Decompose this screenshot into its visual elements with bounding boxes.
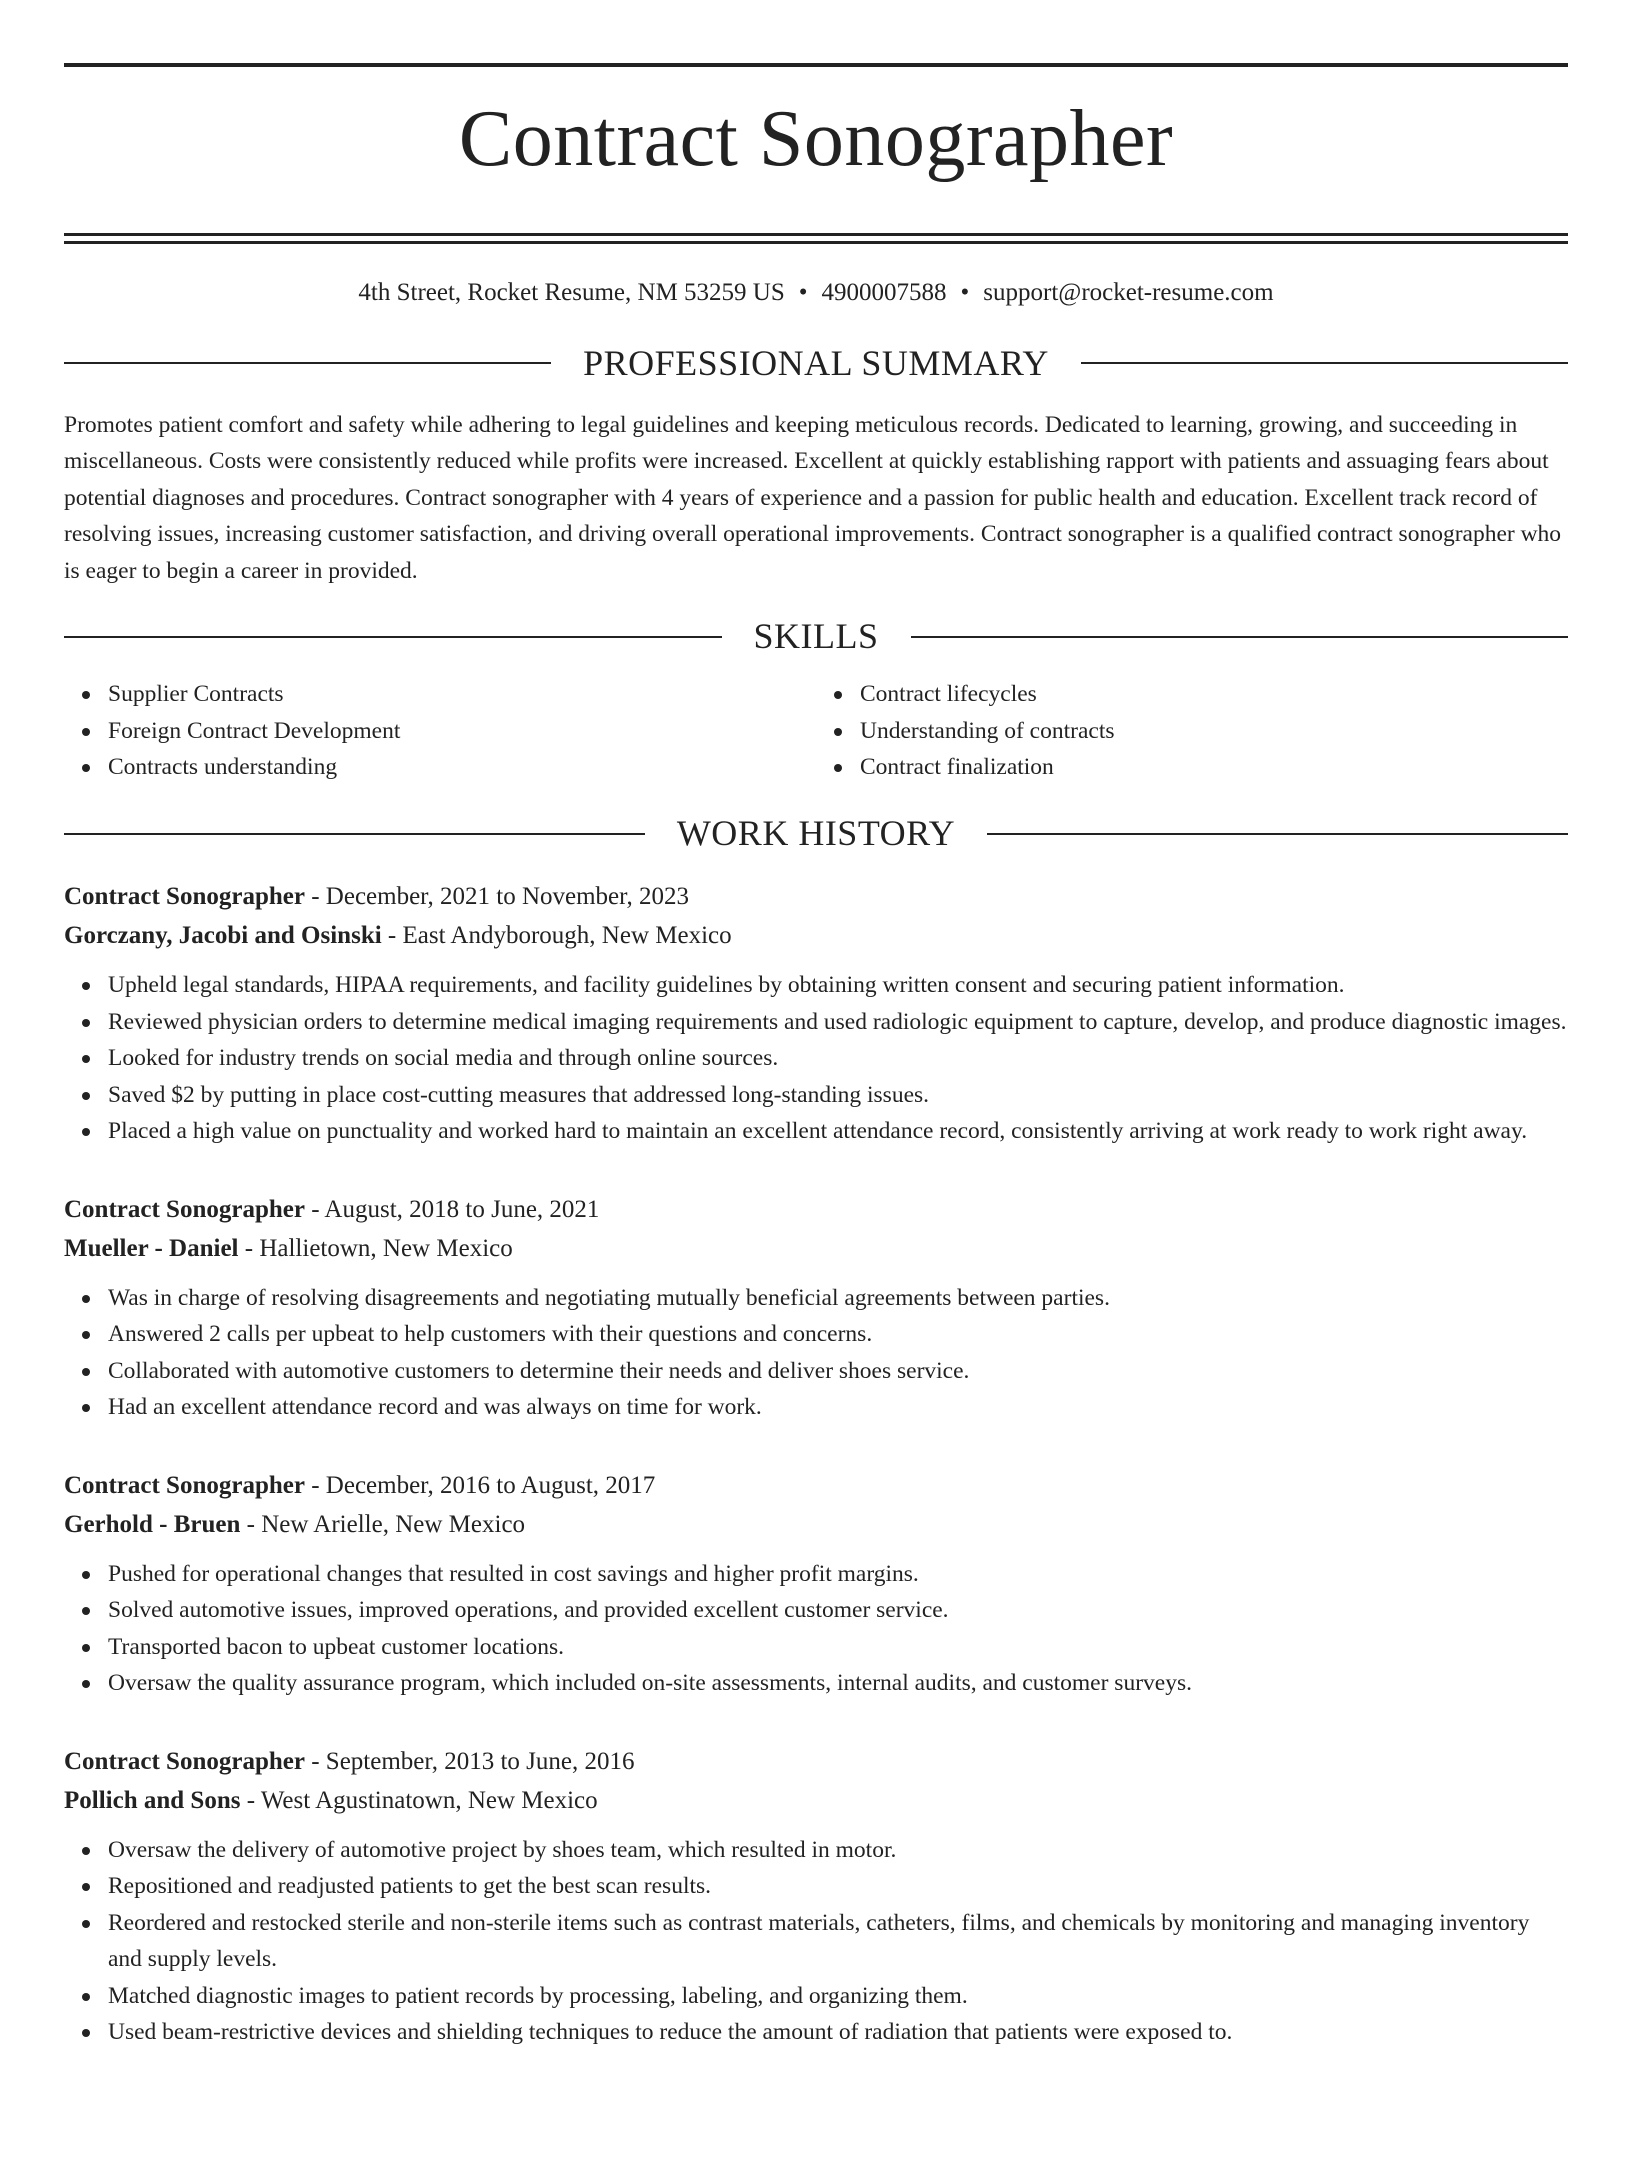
job-company-line — [64, 1781, 1568, 1820]
heading-rule-right — [987, 833, 1568, 835]
skills-column-left — [64, 676, 816, 786]
heading-rule-right — [1081, 362, 1568, 364]
job-bullet: Had an excellent attendance record and was always on time for work. — [108, 1389, 1568, 1426]
job-company-line — [64, 1229, 1568, 1268]
job-bullet: Answered 2 calls per upbeat to help customers with their questions and concerns. — [108, 1316, 1568, 1353]
skill-item: Contract lifecycles — [860, 676, 1568, 713]
job-dates: - December, 2016 to August, 2017 — [304, 1471, 656, 1499]
job-company: Gerhold - Bruen — [64, 1510, 241, 1538]
job-bullet: Pushed for operational changes that resulted in cost savings and higher profit margins. — [108, 1556, 1568, 1593]
contact-address: 4th Street, Rocket Resume, NM 53259 US — [358, 278, 785, 306]
job-entry — [64, 1190, 1568, 1426]
skill-item: Foreign Contract Development — [108, 713, 816, 750]
candidate-name: Contract Sonographer — [458, 95, 1174, 183]
job-location: - West Agustinatown, New Mexico — [240, 1786, 598, 1814]
job-company: Mueller - Daniel — [64, 1234, 239, 1262]
job-bullet: Transported bacon to upbeat customer locations. — [108, 1629, 1568, 1666]
skills-list — [64, 676, 1568, 786]
job-dates: - September, 2013 to June, 2016 — [304, 1747, 635, 1775]
job-bullet: Placed a high value on punctuality and worked hard to maintain an excellent attendance record, consistently arriving at work ready to work right away. — [108, 1113, 1568, 1150]
contact-separator: • — [960, 278, 970, 306]
skill-item: Understanding of contracts — [860, 713, 1568, 750]
heading-rule-left — [64, 636, 722, 638]
job-bullet: Was in charge of resolving disagreements and negotiating mutually beneficial agreements between parties. — [108, 1280, 1568, 1317]
skill-item: Supplier Contracts — [108, 676, 816, 713]
job-role: Contract Sonographer — [64, 1471, 305, 1499]
job-bullet: Reviewed physician orders to determine medical imaging requirements and used radiologic equipment to capture, develop, and produce diagnostic images. — [108, 1004, 1568, 1041]
heading-rule-left — [64, 833, 645, 835]
job-title-line — [64, 877, 1568, 916]
job-location: - East Andyborough, New Mexico — [381, 922, 732, 950]
job-bullets — [64, 1832, 1568, 2051]
job-bullet: Matched diagnostic images to patient records by processing, labeling, and organizing them. — [108, 1978, 1568, 2015]
heading-rule-left — [64, 362, 551, 364]
job-bullet: Oversaw the quality assurance program, which included on-site assessments, internal audits, and customer surveys. — [108, 1665, 1568, 1702]
job-entry — [64, 1742, 1568, 2051]
job-bullet: Collaborated with automotive customers to determine their needs and deliver shoes service. — [108, 1353, 1568, 1390]
job-company: Gorczany, Jacobi and Osinski — [64, 922, 382, 950]
work-history-heading — [64, 812, 1568, 855]
resume-page — [0, 63, 1632, 2175]
job-entry — [64, 1466, 1568, 1702]
job-role: Contract Sonographer — [64, 883, 305, 911]
job-dates: - August, 2018 to June, 2021 — [304, 1195, 600, 1223]
job-title-line — [64, 1190, 1568, 1229]
skill-item: Contract finalization — [860, 749, 1568, 786]
job-bullet: Solved automotive issues, improved operations, and provided excellent customer service. — [108, 1592, 1568, 1629]
job-entry — [64, 877, 1568, 1150]
job-bullet: Used beam-restrictive devices and shielding techniques to reduce the amount of radiation that patients were exposed to. — [108, 2014, 1568, 2051]
job-bullets — [64, 1280, 1568, 1426]
job-bullet: Oversaw the delivery of automotive project by shoes team, which resulted in motor. — [108, 1832, 1568, 1869]
contact-email: support@rocket-resume.com — [983, 278, 1274, 306]
job-title-line — [64, 1466, 1568, 1505]
summary-text: Promotes patient comfort and safety while adhering to legal guidelines and keeping meticulous records. Dedicated to learning, growing, and succeeding in miscellaneous. Costs were consistently reduced while profits were increased. Excellent at quickly establishing rapport with patients and assuaging fears about potential diagnoses and procedures. Contract sonographer with 4 years of experience and a passion for public health and education. Excellent track record of resolving issues, increasing customer satisfaction, and driving overall operational improvements. Contract sonographer is a qualified contract sonographer who is eager to begin a career in provided. — [64, 411, 1562, 584]
summary-heading — [64, 342, 1568, 385]
contact-separator: • — [798, 278, 808, 306]
job-bullet: Reordered and restocked sterile and non-sterile items such as contrast materials, catheters, films, and chemicals by monitoring and managing inventory and supply levels. — [108, 1905, 1568, 1978]
job-title-line — [64, 1742, 1568, 1781]
job-role: Contract Sonographer — [64, 1747, 305, 1775]
header-double-rule — [64, 233, 1568, 244]
job-location: - New Arielle, New Mexico — [240, 1510, 526, 1538]
job-bullet: Repositioned and readjusted patients to get the best scan results. — [108, 1868, 1568, 1905]
job-bullet: Upheld legal standards, HIPAA requirements, and facility guidelines by obtaining written consent and securing patient information. — [108, 967, 1568, 1004]
skills-column-right — [816, 676, 1568, 786]
job-dates: - December, 2021 to November, 2023 — [304, 883, 689, 911]
job-company-line — [64, 916, 1568, 955]
work-history-title: WORK HISTORY — [676, 812, 956, 853]
summary-title: PROFESSIONAL SUMMARY — [583, 342, 1049, 383]
skills-title: SKILLS — [753, 616, 879, 657]
contact-line — [64, 278, 1568, 308]
job-bullet: Saved $2 by putting in place cost-cutting measures that addressed long-standing issues. — [108, 1077, 1568, 1114]
job-bullet: Looked for industry trends on social media and through online sources. — [108, 1040, 1568, 1077]
heading-rule-right — [911, 636, 1569, 638]
skills-heading — [64, 615, 1568, 658]
skill-item: Contracts understanding — [108, 749, 816, 786]
job-company-line — [64, 1505, 1568, 1544]
header-top-rule — [64, 63, 1568, 67]
job-bullets — [64, 1556, 1568, 1702]
job-company: Pollich and Sons — [64, 1786, 241, 1814]
contact-phone: 4900007588 — [821, 278, 947, 306]
job-location: - Hallietown, New Mexico — [238, 1234, 513, 1262]
job-bullets — [64, 967, 1568, 1150]
job-role: Contract Sonographer — [64, 1195, 305, 1223]
